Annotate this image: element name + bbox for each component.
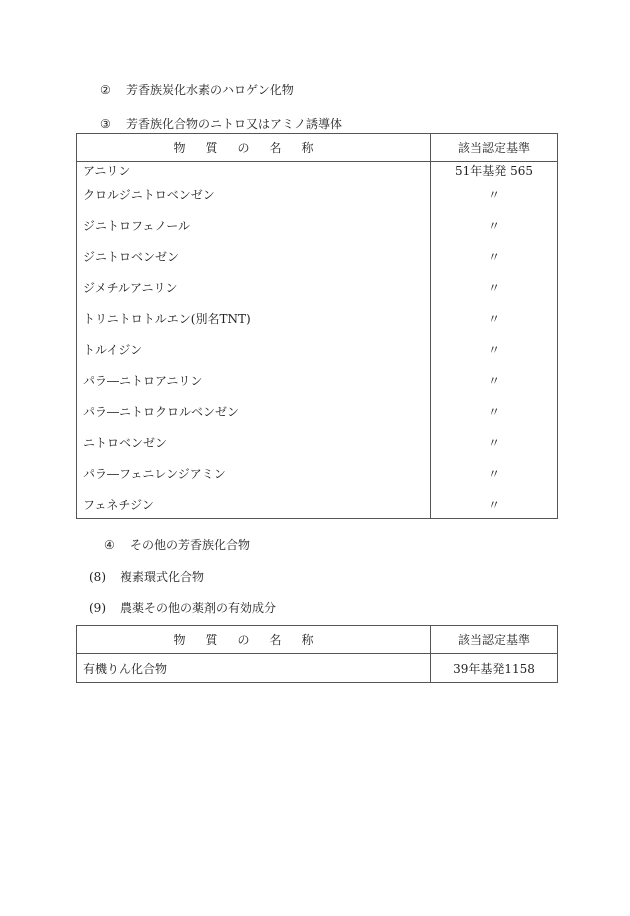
heading-number: (8)	[89, 570, 106, 584]
substance-name: ジニトロベンゼン	[77, 250, 431, 281]
table-row	[77, 467, 558, 498]
substance-name: パラ―フェニレンジアミン	[77, 467, 431, 498]
substance-name: アニリン	[77, 162, 431, 189]
substance-name: クロルジニトロベンゼン	[77, 188, 431, 219]
table-row	[77, 343, 558, 374]
standard-value: 〃	[431, 219, 558, 250]
substance-name: 有機りん化合物	[77, 654, 431, 683]
standard-value: 〃	[431, 405, 558, 436]
substance-name: トルイジン	[77, 343, 431, 374]
table-row	[77, 312, 558, 343]
column-header-standard: 該当認定基準	[431, 134, 558, 162]
substance-name: ジニトロフェノール	[77, 219, 431, 250]
heading-text: その他の芳香族化合物	[130, 538, 251, 552]
heading-text: 農薬その他の薬剤の有効成分	[120, 601, 277, 615]
pesticide-table	[76, 625, 558, 683]
heading-number: ②	[100, 83, 111, 97]
table-row	[77, 219, 558, 250]
substance-name: ジメチルアニリン	[77, 281, 431, 312]
substance-name: フェネチジン	[77, 498, 431, 519]
column-header-name: 物質の名称	[77, 626, 431, 654]
standard-value: 〃	[431, 188, 558, 219]
standard-value: 〃	[431, 498, 558, 519]
table-row	[77, 654, 558, 683]
column-header-name: 物質の名称	[77, 134, 431, 162]
heading-number: ③	[100, 117, 111, 131]
table-row	[77, 250, 558, 281]
table-row	[77, 374, 558, 405]
substance-name: パラ―ニトロアニリン	[77, 374, 431, 405]
substance-name: ニトロベンゼン	[77, 436, 431, 467]
substance-name: トリニトロトルエン(別名TNT)	[77, 312, 431, 343]
heading-number: ④	[104, 538, 115, 552]
heading-number: (9)	[89, 601, 106, 615]
table-row	[77, 436, 558, 467]
standard-value: 〃	[431, 374, 558, 405]
table-row	[77, 498, 558, 519]
substance-name: パラ―ニトロクロルベンゼン	[77, 405, 431, 436]
standard-value: 〃	[431, 281, 558, 312]
heading-text: 芳香族炭化水素のハロゲン化物	[126, 83, 294, 97]
table-row	[77, 162, 558, 189]
standard-value: 〃	[431, 467, 558, 498]
table-row	[77, 188, 558, 219]
heading-text: 複素環式化合物	[120, 570, 205, 584]
column-header-standard: 該当認定基準	[431, 626, 558, 654]
standard-value: 39年基発1158	[431, 654, 558, 683]
table-row	[77, 405, 558, 436]
standard-value: 〃	[431, 343, 558, 374]
standard-value: 〃	[431, 312, 558, 343]
table-row	[77, 281, 558, 312]
standard-value: 51年基発 565	[431, 162, 558, 189]
heading-3	[100, 117, 342, 131]
heading-text: 芳香族化合物のニトロ又はアミノ誘導体	[126, 117, 343, 131]
nitro-amino-table	[76, 133, 558, 519]
heading-2	[100, 83, 294, 97]
heading-9	[89, 601, 276, 615]
standard-value: 〃	[431, 250, 558, 281]
heading-8	[89, 570, 204, 584]
standard-value: 〃	[431, 436, 558, 467]
heading-4	[104, 538, 250, 552]
